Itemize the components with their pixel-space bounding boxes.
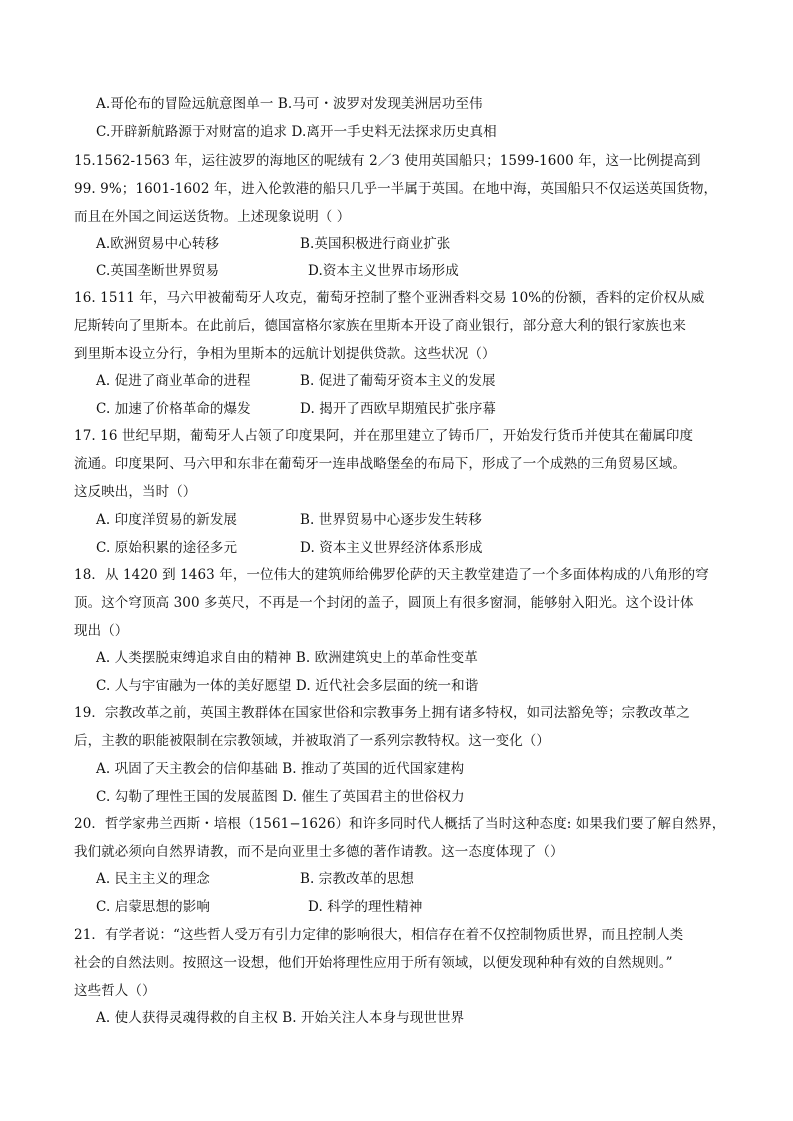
q19-stem-line1: 19．宗教改革之前，英国主教群体在国家世俗和宗教事务上拥有诸多特权，如司法豁免等；宗教改革之 [74,705,690,721]
q20-option-c: C. 启蒙思想的影响 [96,899,210,915]
q21-options-row1: A. 使人获得灵魂得救的自主权 B. 开始关注人本身与现世世界 [96,1010,465,1026]
q21-stem-line3: 这些哲人（） [74,983,156,999]
q17-option-c: C. 原始积累的途径多元 [96,540,238,556]
q20-option-a: A. 民主主义的理念 [96,871,210,887]
q15-option-b: B.英国积极进行商业扩张 [300,236,451,252]
q17-option-d: D. 资本主义世界经济体系形成 [300,540,483,556]
q19-options-row2: C. 勾勒了理性王国的发展蓝图 D. 催生了英国君主的世俗权力 [96,789,465,805]
q20-option-b: B. 宗教改革的思想 [300,871,415,887]
q18-stem-line2: 顶。这个穹顶高 300 多英尺，不再是一个封闭的盖子，圆顶上有很多窗洞，能够射入阳光。这个设计体 [74,595,694,611]
q17-option-b: B. 世界贸易中心逐步发生转移 [300,512,483,528]
q21-stem-line1: 21．有学者说：“这些哲人受万有引力定律的影响很大，相信存在着不仅控制物质世界，而且控制人类 [74,927,684,943]
q19-options-row1: A. 巩固了天主教会的信仰基础 B. 推动了英国的近代国家建构 [96,761,465,777]
q15-stem-line2: 99. 9%；1601-1602 年，进入伦敦港的船只几乎一半属于英国。在地中海，英国船只不仅运送英国货物， [74,181,718,197]
q21-stem-line2: 社会的自然法则。按照这一设想，他们开始将理性应用于所有领域，以便发现种种有效的自然规则。” [74,955,673,971]
q17-option-a: A. 印度洋贸易的新发展 [96,512,238,528]
q16-option-d: D. 揭开了西欧早期殖民扩张序幕 [300,401,497,417]
q16-stem-line2: 尼斯转向了里斯本。在此前后，德国富格尔家族在里斯本开设了商业银行，部分意大利的银行家族也来 [74,318,686,334]
q17-stem-line1: 17. 16 世纪早期，葡萄牙人占领了印度果阿，并在那里建立了铸币厂，开始发行货币并使其在葡属印度 [74,428,694,444]
q15-option-c: C.英国垄断世界贸易 [96,263,220,279]
q17-stem-line2: 流通。印度果阿、马六甲和东非在葡萄牙一连串战略堡垒的布局下，形成了一个成熟的三角贸易区域。 [74,456,686,472]
q16-option-b: B. 促进了葡萄牙资本主义的发展 [300,373,496,389]
q14-options-row1: A.哥伦布的冒险远航意图单一 B.马可・波罗对发现美洲居功至伟 [96,96,483,112]
q16-option-a: A. 促进了商业革命的进程 [96,373,251,389]
q20-stem-line1: 20．哲学家弗兰西斯・培根（1561−1626）和许多同时代人概括了当时这种态度: 如果我们要了解自然界， [74,816,726,832]
q20-option-d: D. 科学的理性精神 [308,899,423,915]
q16-stem-line3: 到里斯本设立分行，争相为里斯本的远航计划提供贷款。这些状况（） [74,346,496,362]
q20-stem-line2: 我们就必须向自然界请教，而不是向亚里士多德的著作请教。这一态度体现了（） [74,844,564,860]
q18-stem-line3: 现出（） [74,623,129,639]
q15-stem-line3: 而且在外国之间运送货物。上述现象说明（ ） [74,209,351,225]
q15-option-d: D.资本主义世界市场形成 [308,263,459,279]
q18-options-row1: A. 人类摆脱束缚追求自由的精神 B. 欧洲建筑史上的革命性变革 [96,650,478,666]
q18-stem-line1: 18．从 1420 到 1463 年，一位伟大的建筑师给佛罗伦萨的天主教堂建造了一个多面体构成的八角形的穹 [74,567,709,583]
q15-option-a: A.欧洲贸易中心转移 [96,236,220,252]
q16-option-c: C. 加速了价格革命的爆发 [96,401,251,417]
q15-stem-line1: 15.1562-1563 年，运往波罗的海地区的呢绒有 2／3 使用英国船只；1599-1600 年，这一比例提高到 [74,153,701,169]
q17-stem-line3: 这反映出，当时（） [74,484,197,500]
q14-options-row2: C.开辟新航路源于对财富的追求 D.离开一手史料无法探求历史真相 [96,124,497,140]
q18-options-row2: C. 人与宇宙融为一体的美好愿望 D. 近代社会多层面的统一和谐 [96,678,479,694]
q19-stem-line2: 后，主教的职能被限制在宗教领域，并被取消了一系列宗教特权。这一变化（） [74,733,550,749]
q16-stem-line1: 16. 1511 年，马六甲被葡萄牙人攻克，葡萄牙控制了整个亚洲香料交易 10%的份额，香料的定价权从威 [74,290,705,306]
